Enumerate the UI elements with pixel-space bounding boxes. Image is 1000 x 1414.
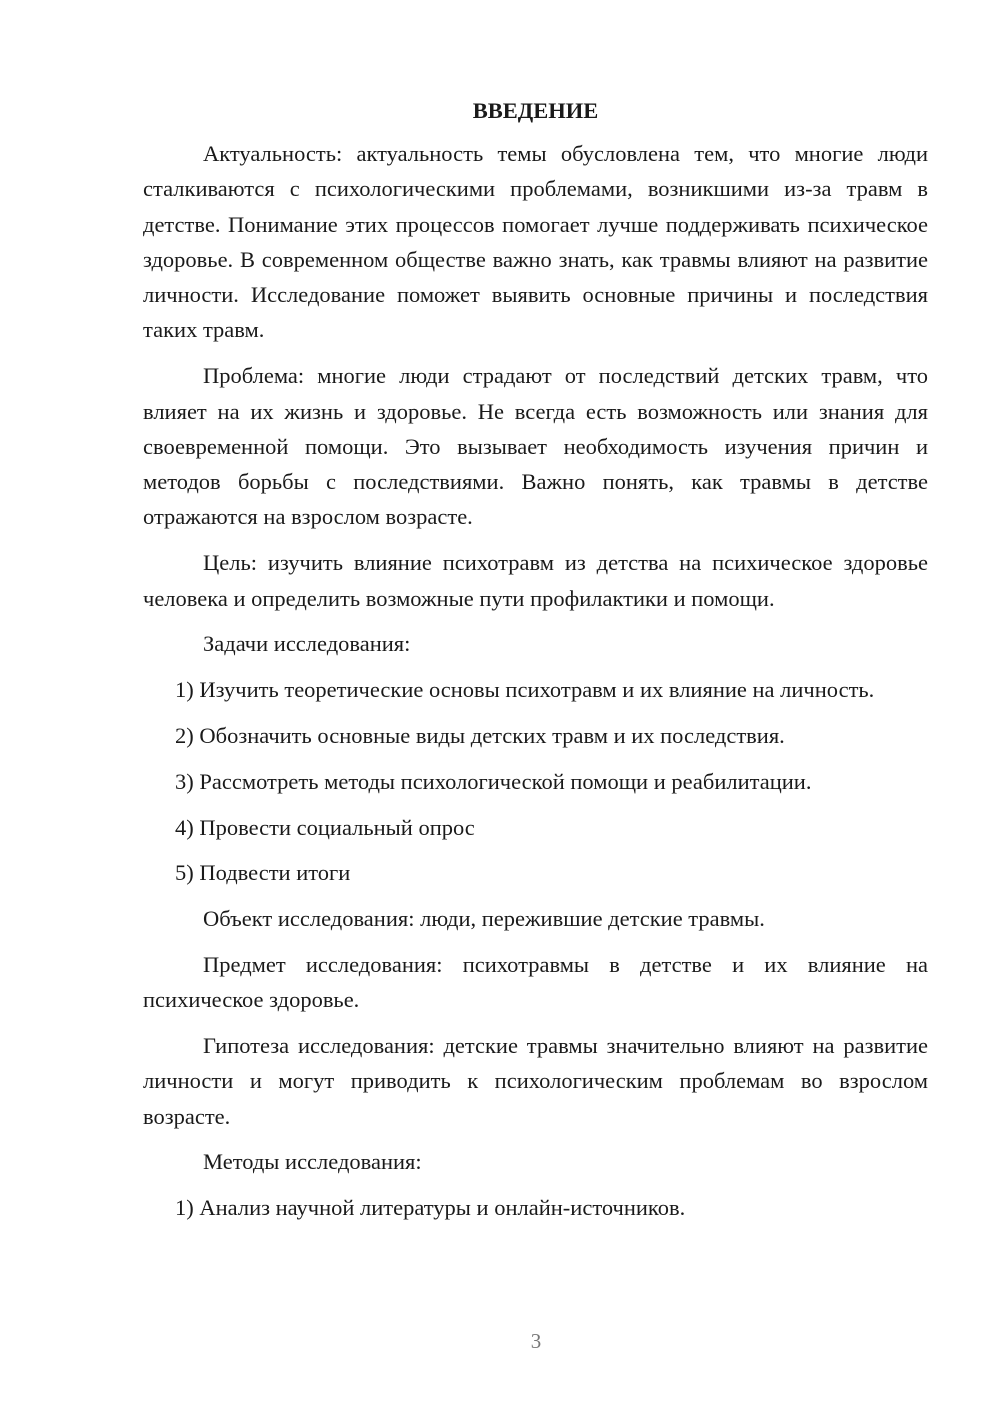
- task-item-5: 5) Подвести итоги: [175, 860, 351, 886]
- paragraph-object: Объект исследования: люди, пережившие детские травмы.: [203, 906, 765, 932]
- paragraph-relevance: Актуальность: актуальность темы обусловлена тем, что многие люди сталкиваются с психологическими проблемами, возникшими из-за травм в детстве. Понимание этих процессов помогает лучше поддерживать психическое здоровье. В современном обществе важно знать, как травмы влияют на развитие личности. Исследование поможет выявить основные причины и последствия таких травм.: [143, 141, 928, 343]
- task-item-1: 1) Изучить теоретические основы психотравм и их влияние на личность.: [175, 677, 875, 703]
- tasks-heading: Задачи исследования:: [203, 631, 411, 657]
- methods-heading: Методы исследования:: [203, 1149, 422, 1175]
- task-item-3: 3) Рассмотреть методы психологической помощи и реабилитации.: [175, 768, 812, 794]
- page-number: 3: [530, 1329, 542, 1353]
- task-item-2: 2) Обозначить основные виды детских травм и их последствия.: [175, 722, 785, 748]
- paragraph-subject: Предмет исследования: психотравмы в детстве и их влияние на психическое здоровье.: [143, 951, 928, 1013]
- task-item-4: 4) Провести социальный опрос: [175, 814, 475, 840]
- paragraph-problem: Проблема: многие люди страдают от последствий детских травм, что влияет на их жизнь и здоровье. Не всегда есть возможность или знания для своевременной помощи. Это вызывает необходимость изучения причин и методов борьбы с последствиями. Важно понять, как травмы в детстве отражаются на взрослом возрасте.: [143, 363, 928, 530]
- paragraph-hypothesis: Гипотеза исследования: детские травмы значительно влияют на развитие личности и могут приводить к психологическим проблемам во взрослом возрасте.: [143, 1033, 928, 1129]
- method-item-1: 1) Анализ научной литературы и онлайн-источников.: [175, 1195, 686, 1221]
- page-title: ВВЕДЕНИЕ: [472, 98, 599, 123]
- paragraph-goal: Цель: изучить влияние психотравм из детства на психическое здоровье человека и определить возможные пути профилактики и помощи.: [143, 550, 928, 611]
- page-content: [143, 93, 928, 1236]
